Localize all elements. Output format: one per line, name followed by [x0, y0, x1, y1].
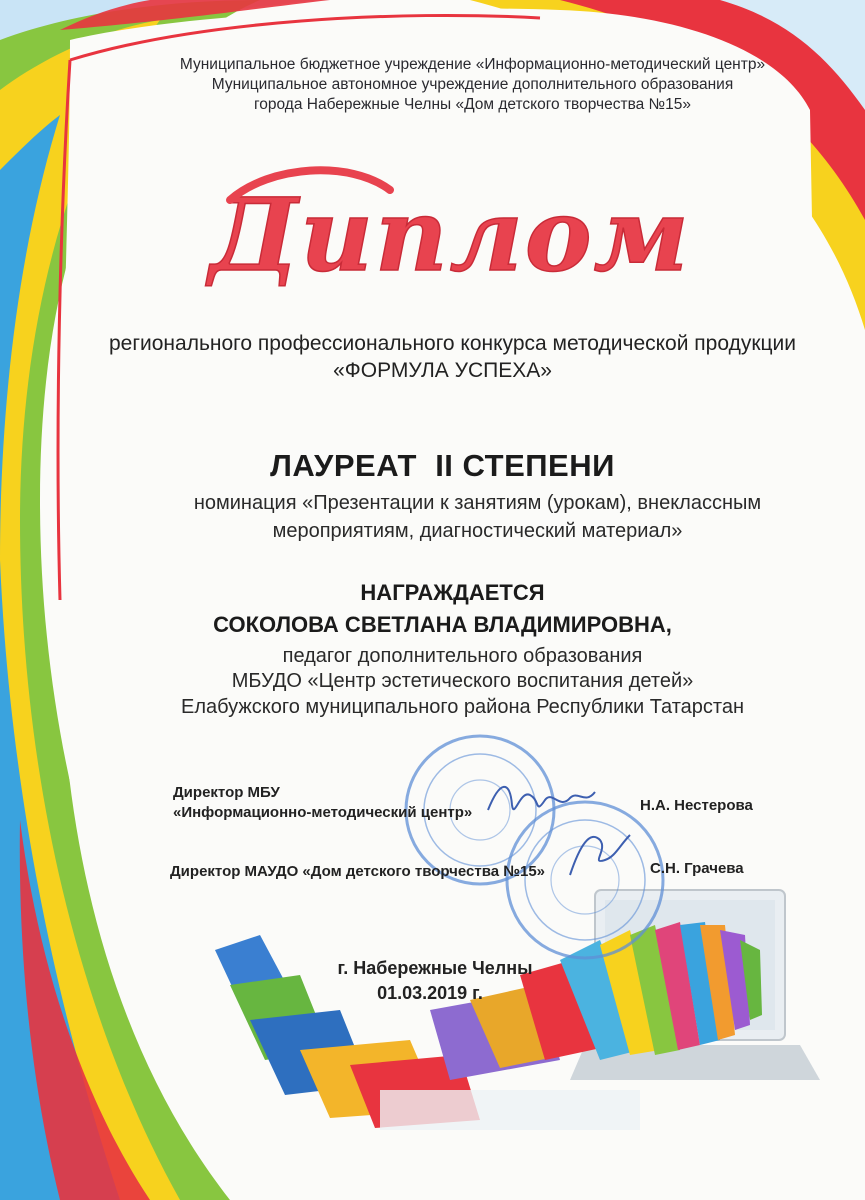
signature-2: [560, 825, 640, 885]
footer-city: г. Набережные Челны: [337, 958, 533, 978]
nomination-line-1: номинация «Презентации к занятиям (урокам), внеклассным: [193, 492, 762, 514]
header-line-2: Муниципальное автономное учреждение дополнительного образования: [211, 76, 734, 93]
director2-name: С.Н. Грачева: [650, 860, 744, 877]
laureate-heading: ЛАУРЕАТ II СТЕПЕНИ: [270, 448, 615, 483]
awardee-name: СОКОЛОВА СВЕТЛАНА ВЛАДИМИРОВНА,: [213, 612, 672, 637]
awardee-organization: МБУДО «Центр эстетического воспитания детей»: [231, 670, 694, 692]
nomination-line-2: мероприятиям, диагностический материал»: [272, 520, 683, 542]
director1-name: Н.А. Нестерова: [640, 797, 753, 814]
footer-date: 01.03.2019 г.: [377, 983, 483, 1003]
header-line-3: города Набережные Челны «Дом детского творчества №15»: [253, 96, 692, 113]
subtitle-line-2: «ФОРМУЛА УСПЕХА»: [333, 359, 552, 382]
awardee-position: педагог дополнительного образования: [282, 645, 643, 667]
awarded-label: НАГРАЖДАЕТСЯ: [360, 580, 545, 605]
signature-1: [480, 770, 600, 830]
diploma-title-text: Диплом: [209, 176, 691, 294]
header-line-1: Муниципальное бюджетное учреждение «Информационно-методический центр»: [179, 56, 766, 73]
director2-title: Директор МАУДО «Дом детского творчества №15»: [170, 863, 545, 880]
subtitle-line-1: регионального профессионального конкурса методической продукции: [108, 332, 796, 355]
diploma-title: [190, 160, 710, 310]
director1-title-line-1: Директор МБУ: [173, 784, 280, 801]
director1-title-line-2: «Информационно-методический центр»: [173, 804, 473, 821]
awardee-region: Елабужского муниципального района Республики Татарстан: [180, 696, 745, 718]
